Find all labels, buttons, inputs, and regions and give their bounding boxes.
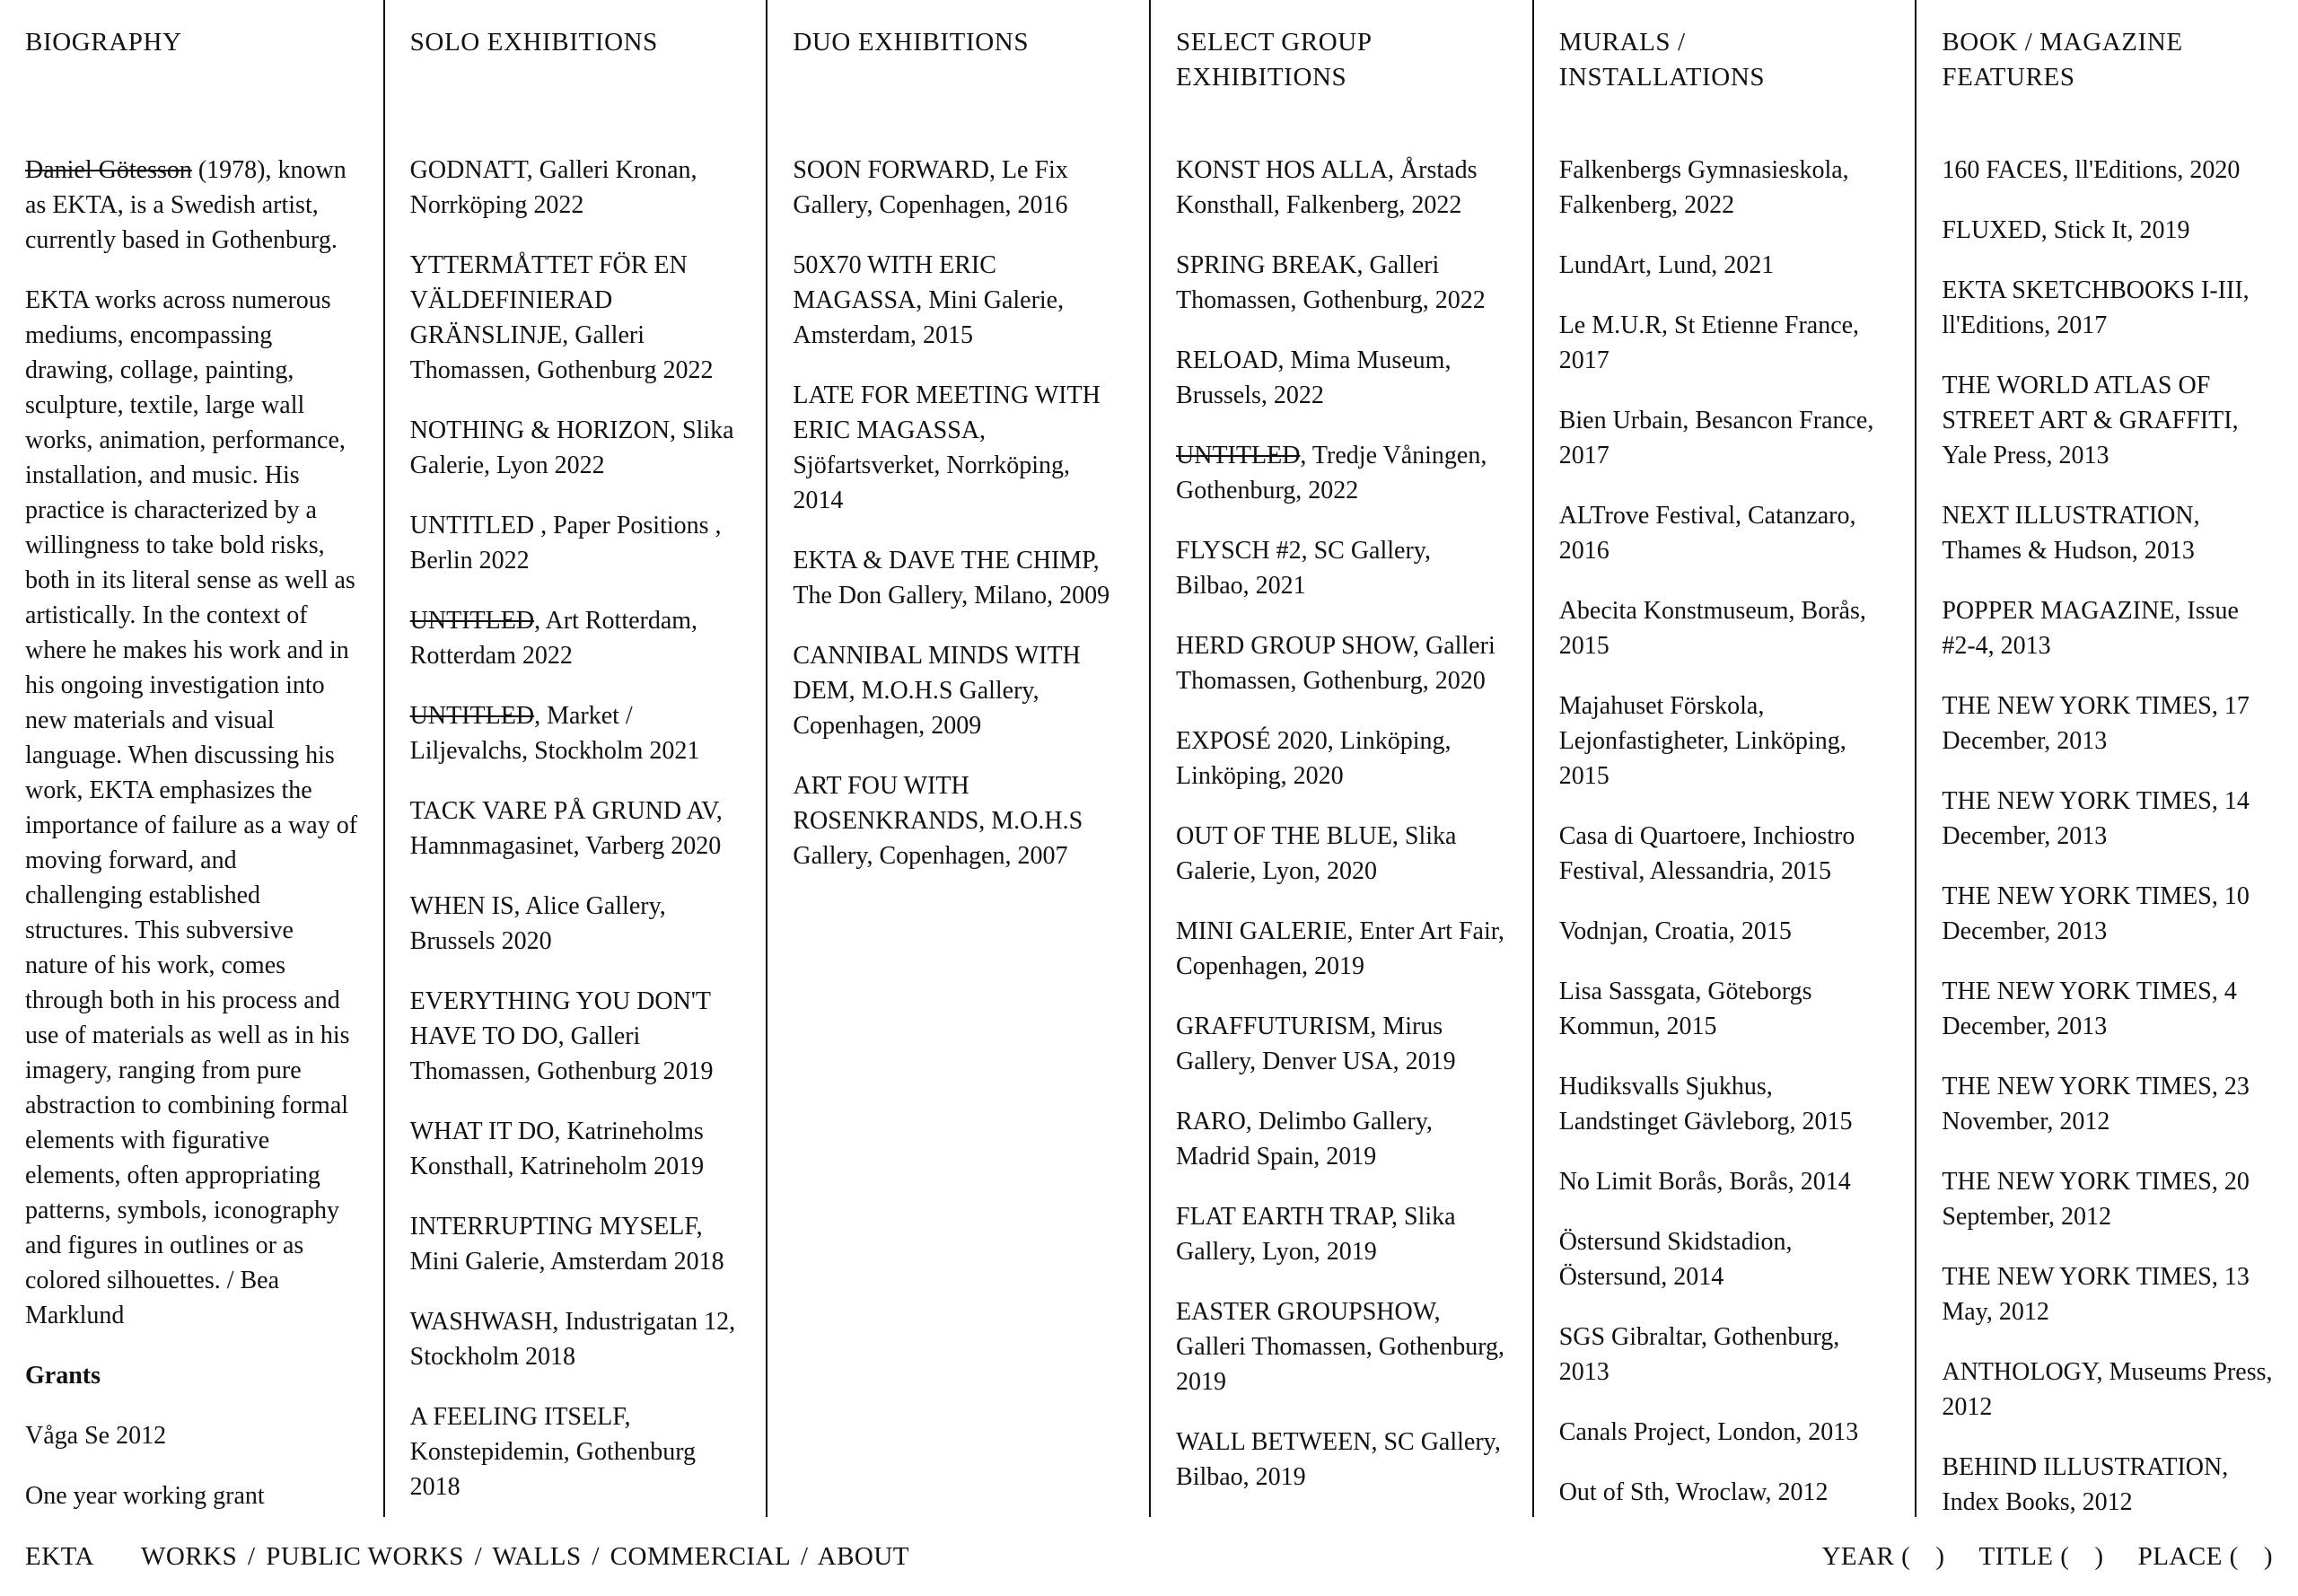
list-item (1942, 593, 2273, 663)
entry-text: Lisa Sassgata, Göteborgs Kommun, 2015 (1558, 978, 1812, 1040)
list-item (1176, 1294, 1507, 1399)
entry-text: FLUXED, Stick It, 2019 (1942, 216, 2190, 244)
entry-text: THE NEW YORK TIMES, 4 December, 2013 (1942, 978, 2237, 1040)
entry-text: EVERYTHING YOU DON'T HAVE TO DO, Galleri Thomassen, Gothenburg 2019 (409, 987, 714, 1085)
entry-text: No Limit Borås, Borås, 2014 (1558, 1168, 1851, 1196)
list-item (1942, 688, 2273, 759)
entry-text: THE NEW YORK TIMES, 17 December, 2013 (1942, 692, 2250, 755)
entry-text: OUT OF THE BLUE, Slika Galerie, Lyon, 2020 (1176, 822, 1457, 885)
entry-text: UNTITLED , Paper Positions , Berlin 2022 (409, 512, 722, 574)
footer-left (25, 1542, 909, 1572)
list-item (410, 603, 741, 673)
entry-text: A FEELING ITSELF, Konstepidemin, Gothenburg 2018 (409, 1403, 697, 1501)
entry-text: WASHWASH, Industrigatan 12, Stockholm 2018 (409, 1308, 736, 1371)
list-item (1559, 403, 1890, 473)
list-item (1559, 1320, 1890, 1390)
list-item (1942, 1069, 2273, 1139)
list-item (793, 768, 1124, 873)
list-item (1942, 213, 2273, 248)
entry-text: Le M.U.R, St Etienne France, 2017 (1558, 311, 1860, 374)
list-item (1942, 974, 2273, 1044)
nav-separator: / (592, 1541, 600, 1571)
list-item (1559, 914, 1890, 949)
entry-text: Out of Sth, Wroclaw, 2012 (1558, 1478, 1829, 1506)
sort-title-label: TITLE ( (1978, 1541, 2070, 1571)
list-item (1942, 1164, 2273, 1234)
entry-text: SGS Gibraltar, Gothenburg, 2013 (1558, 1323, 1840, 1386)
entry-text: , Tredje Våningen, Gothenburg, 2022 (1176, 442, 1487, 504)
entry-text: EKTA SKETCHBOOKS I-III, ll'Editions, 2017 (1942, 276, 2250, 339)
nav-link-walls[interactable]: WALLS (492, 1541, 582, 1571)
sort-by-year-button[interactable] (1821, 1542, 1944, 1572)
biography-title: BIOGRAPHY (25, 28, 182, 57)
list-item (1559, 974, 1890, 1044)
entry-text: CANNIBAL MINDS WITH DEM, M.O.H.S Gallery, Copenhagen, 2009 (793, 642, 1081, 740)
nav-link-commercial[interactable]: COMMERCIAL (610, 1541, 791, 1571)
entry-text: SOON FORWARD, Le Fix Gallery, Copenhagen, 2016 (793, 156, 1068, 219)
struck-title: UNTITLED (409, 607, 535, 635)
entry-text: LundArt, Lund, 2021 (1558, 251, 1775, 279)
book-features-list (1942, 153, 2273, 1520)
sort-place-close: ) (2263, 1541, 2273, 1571)
list-item (1559, 593, 1890, 663)
group-exhibitions-list (1176, 153, 1507, 1495)
entry-text: ALTrove Festival, Catanzaro, 2016 (1558, 502, 1856, 565)
list-item (1176, 723, 1507, 794)
entry-text: POPPER MAGAZINE, Issue #2-4, 2013 (1942, 597, 2239, 660)
list-item (1176, 248, 1507, 318)
entry-text: THE NEW YORK TIMES, 14 December, 2013 (1942, 787, 2250, 850)
list-item (1176, 1199, 1507, 1269)
entry-text: GRAFFUTURISM, Mirus Gallery, Denver USA, 2019 (1176, 1013, 1456, 1075)
entry-text: RARO, Delimbo Gallery, Madrid Spain, 2019 (1176, 1108, 1433, 1171)
list-item (410, 1209, 741, 1279)
entry-text: Hudiksvalls Sjukhus, Landstinget Gävleborg, 2015 (1558, 1073, 1853, 1136)
sort-by-place-button[interactable] (2138, 1542, 2273, 1572)
main-nav (141, 1542, 909, 1572)
entry-text: EASTER GROUPSHOW, Galleri Thomassen, Gothenburg, 2019 (1176, 1298, 1505, 1396)
sort-by-title-button[interactable] (1978, 1542, 2103, 1572)
list-item (1176, 153, 1507, 223)
list-item (410, 153, 741, 223)
duo-exhibitions-title: DUO EXHIBITIONS (793, 28, 1030, 57)
list-item (793, 543, 1124, 613)
murals-installations-column[interactable] (1532, 0, 1916, 1517)
list-item (1176, 1104, 1507, 1174)
entry-text: Bien Urbain, Besancon France, 2017 (1558, 407, 1874, 469)
entry-text: , Market / Liljevalchs, Stockholm 2021 (409, 702, 700, 765)
biography-intro (25, 153, 358, 258)
list-item (1942, 879, 2273, 949)
nav-separator: / (474, 1541, 483, 1571)
entry-text: Abecita Konstmuseum, Borås, 2015 (1558, 597, 1866, 660)
entry-text: EXPOSÉ 2020, Linköping, Linköping, 2020 (1176, 727, 1452, 790)
nav-separator: / (247, 1541, 256, 1571)
entry-text: GODNATT, Galleri Kronan, Norrköping 2022 (409, 156, 697, 219)
list-item (1559, 308, 1890, 378)
entry-text: SPRING BREAK, Galleri Thomassen, Gothenburg, 2022 (1176, 251, 1486, 314)
list-item (793, 638, 1124, 743)
entry-text: Canals Project, London, 2013 (1558, 1418, 1859, 1446)
list-item (1942, 368, 2273, 473)
list-item (410, 984, 741, 1089)
entry-text: 160 FACES, ll'Editions, 2020 (1942, 156, 2241, 184)
list-item (793, 248, 1124, 353)
list-item (410, 1304, 741, 1374)
grants-heading: Grants (25, 1362, 101, 1390)
struck-title: UNTITLED (409, 702, 535, 730)
list-item (1942, 498, 2273, 568)
solo-exhibitions-list (410, 153, 741, 1504)
biography-intro-text: (1978), known as EKTA, is a Swedish artist, currently based in Gothenburg. (25, 156, 346, 254)
list-item (1942, 1450, 2273, 1520)
list-item (1176, 628, 1507, 698)
entry-text: LATE FOR MEETING WITH ERIC MAGASSA, Sjöfartsverket, Norrköping, 2014 (793, 381, 1101, 514)
list-item (410, 889, 741, 959)
entry-text: Vodnjan, Croatia, 2015 (1558, 917, 1792, 945)
entry-text: Casa di Quartoere, Inchiostro Festival, Alessandria, 2015 (1558, 822, 1855, 885)
struck-title: UNTITLED (1176, 442, 1301, 469)
list-item (1559, 1224, 1890, 1294)
entry-text: FLAT EARTH TRAP, Slika Gallery, Lyon, 2019 (1176, 1203, 1456, 1266)
list-item (1942, 784, 2273, 854)
nav-link-works[interactable]: WORKS (141, 1541, 238, 1571)
nav-link-public-works[interactable]: PUBLIC WORKS (266, 1541, 464, 1571)
list-item (1559, 1164, 1890, 1199)
entry-text: ART FOU WITH ROSENKRANDS, M.O.H.S Gallery, Copenhagen, 2007 (793, 772, 1083, 870)
grant-item: Våga Se 2012 (25, 1422, 167, 1450)
list-item (1559, 1415, 1890, 1450)
entry-text: FLYSCH #2, SC Gallery, Bilbao, 2021 (1176, 537, 1431, 600)
entry-text: THE WORLD ATLAS OF STREET ART & GRAFFITI, Yale Press, 2013 (1942, 372, 2239, 469)
entry-text: ANTHOLOGY, Museums Press, 2012 (1942, 1358, 2273, 1421)
book-features-column[interactable] (1915, 0, 2298, 1517)
list-item (410, 413, 741, 483)
list-item (1559, 819, 1890, 889)
list-item (1559, 248, 1890, 283)
duo-exhibitions-column[interactable] (766, 0, 1149, 1517)
entry-text: YTTERMÅTTET FÖR EN VÄLDEFINIERAD GRÄNSLINJE, Galleri Thomassen, Gothenburg 2022 (409, 251, 714, 384)
entry-text: KONST HOS ALLA, Årstads Konsthall, Falkenberg, 2022 (1176, 156, 1478, 219)
entry-text: Östersund Skidstadion, Östersund, 2014 (1558, 1228, 1793, 1291)
artist-name: Daniel Götesson (25, 156, 192, 184)
biography-body: EKTA works across numerous mediums, encompassing drawing, collage, painting, sculpture, textile, large wall works, animation, performance, installation, and music. His practice is characterized by a willingness to take bold risks, both in its literal sense as well as artistically. In the context of where he makes his work and in his ongoing investigation into new materials and visual language. When discussing his work, EKTA emphasizes the importance of failure as a way of moving forward, and challenging established structures. This subversive nature of his work, comes through both in his process and use of materials as well as in his imagery, ranging from pure abstraction to combining formal elements with figurative elements, often appropriating patterns, symbols, iconography and figures in outlines or as colored silhouettes. / Bea Marklund (25, 286, 358, 1329)
sort-year-label: YEAR ( (1821, 1541, 1911, 1571)
nav-separator: / (800, 1541, 809, 1571)
sort-year-close: ) (1935, 1541, 1945, 1571)
group-exhibitions-column[interactable] (1149, 0, 1532, 1517)
entry-text: WHEN IS, Alice Gallery, Brussels 2020 (409, 892, 666, 955)
home-logo-link[interactable]: EKTA (25, 1541, 94, 1571)
entry-text: TACK VARE PÅ GRUND AV, Hamnmagasinet, Varberg 2020 (409, 797, 723, 860)
list-item (1176, 343, 1507, 413)
entry-text: RELOAD, Mima Museum, Brussels, 2022 (1176, 346, 1452, 409)
entry-text: BEHIND ILLUSTRATION, Index Books, 2012 (1942, 1453, 2229, 1516)
nav-link-about-active[interactable]: ABOUT (817, 1541, 910, 1571)
list-item (1176, 533, 1507, 603)
solo-exhibitions-column[interactable] (383, 0, 767, 1517)
list-item (1942, 273, 2273, 343)
entry-text: NEXT ILLUSTRATION, Thames & Hudson, 2013 (1942, 502, 2200, 565)
entry-text: INTERRUPTING MYSELF, Mini Galerie, Amsterdam 2018 (409, 1213, 724, 1276)
list-item (410, 248, 741, 388)
grant-item: One year working grant (25, 1482, 265, 1510)
list-item (1176, 1425, 1507, 1495)
list-item (793, 378, 1124, 518)
murals-installations-title: MURALS / INSTALLATIONS (1558, 28, 1766, 92)
list-item (1942, 153, 2273, 188)
entry-text: MINI GALERIE, Enter Art Fair, Copenhagen, 2019 (1176, 917, 1504, 980)
list-item (1559, 688, 1890, 794)
entry-text: 50X70 WITH ERIC MAGASSA, Mini Galerie, Amsterdam, 2015 (793, 251, 1065, 349)
entry-text: NOTHING & HORIZON, Slika Galerie, Lyon 2022 (409, 417, 734, 479)
solo-exhibitions-title: SOLO EXHIBITIONS (409, 28, 658, 57)
list-item (410, 794, 741, 864)
list-item (1942, 1259, 2273, 1329)
entry-text: WHAT IT DO, Katrineholms Konsthall, Katrineholm 2019 (409, 1118, 705, 1180)
footer-nav-bar (0, 1517, 2298, 1596)
entry-text: Majahuset Förskola, Lejonfastigheter, Linköping, 2015 (1558, 692, 1846, 790)
biography-column[interactable] (0, 0, 383, 1517)
list-item (1559, 1069, 1890, 1139)
list-item (410, 1399, 741, 1504)
list-item (1176, 819, 1507, 889)
list-item (410, 508, 741, 578)
entry-text: Falkenbergs Gymnasieskola, Falkenberg, 2022 (1558, 156, 1849, 219)
entry-text: THE NEW YORK TIMES, 20 September, 2012 (1942, 1168, 2250, 1231)
entry-text: , Art Rotterdam, Rotterdam 2022 (409, 607, 698, 670)
entry-text: THE NEW YORK TIMES, 13 May, 2012 (1942, 1263, 2250, 1326)
entry-text: THE NEW YORK TIMES, 10 December, 2013 (1942, 882, 2250, 945)
list-item (1559, 153, 1890, 223)
book-features-title: BOOK / MAGAZINE FEATURES (1942, 28, 2183, 92)
group-exhibitions-title: SELECT GROUP EXHIBITIONS (1176, 28, 1372, 92)
sort-controls (1787, 1542, 2273, 1572)
entry-text: WALL BETWEEN, SC Gallery, Bilbao, 2019 (1176, 1428, 1501, 1491)
entry-text: THE NEW YORK TIMES, 23 November, 2012 (1942, 1073, 2250, 1136)
list-item (1942, 1355, 2273, 1425)
list-item (1559, 498, 1890, 568)
list-item (1176, 1009, 1507, 1079)
list-item (1176, 914, 1507, 984)
entry-text: EKTA & DAVE THE CHIMP, The Don Gallery, Milano, 2009 (793, 547, 1110, 609)
entry-text: HERD GROUP SHOW, Galleri Thomassen, Gothenburg, 2020 (1176, 632, 1495, 695)
list-item (1176, 438, 1507, 508)
murals-installations-list (1559, 153, 1890, 1510)
list-item (1559, 1475, 1890, 1510)
sort-title-close: ) (2094, 1541, 2104, 1571)
list-item (410, 698, 741, 768)
list-item (410, 1114, 741, 1184)
list-item (793, 153, 1124, 223)
sort-place-label: PLACE ( (2137, 1541, 2239, 1571)
duo-exhibitions-list (793, 153, 1124, 873)
